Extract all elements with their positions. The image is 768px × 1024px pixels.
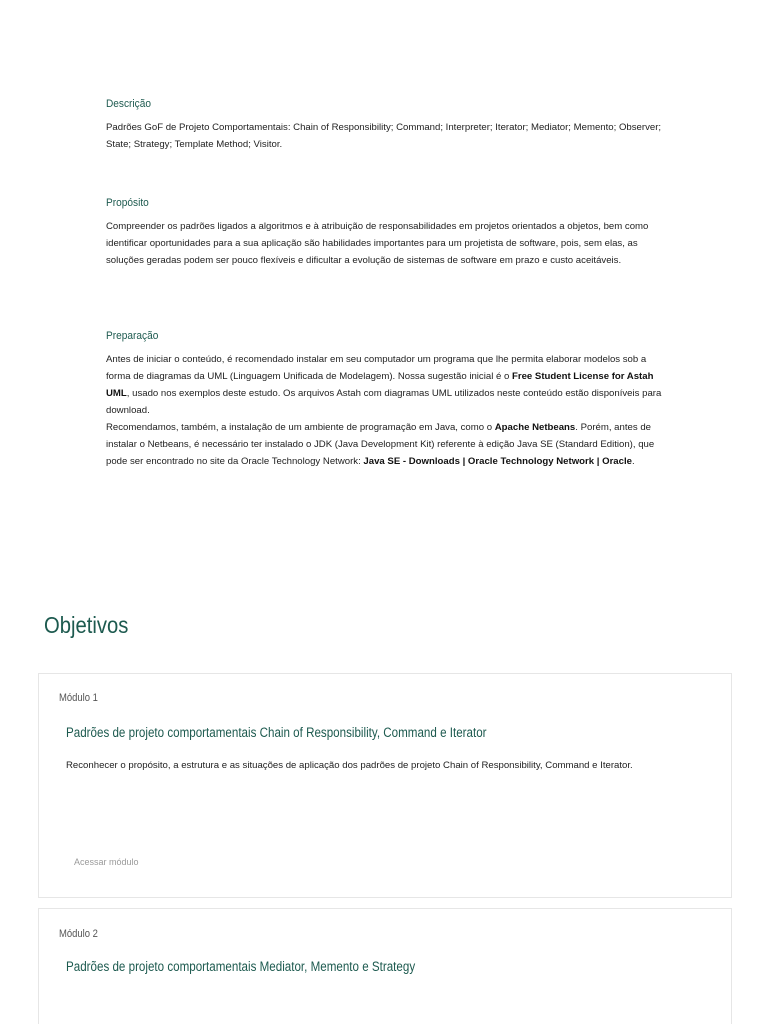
module-card-2: [38, 908, 732, 1024]
acessar-modulo-link[interactable]: Acessar módulo: [74, 857, 139, 867]
preparacao-text: [106, 351, 666, 470]
preparacao-p2-text-b: . Porém, antes de instalar o Netbeans, é necessário ter instalado o JDK (Java Development Kit) referente à edição Java SE (Standard Edition), que pode ser encontrado no site da Oracle Technology Network:: [106, 422, 655, 467]
module-card-1: [38, 673, 732, 898]
java-se-downloads-link[interactable]: Java SE - Downloads | Oracle Technology Network | Oracle: [363, 456, 632, 467]
preparacao-p2-text-a: Recomendamos, também, a instalação de um ambiente de programação em Java, como o: [106, 422, 495, 433]
module-description: Reconhecer o propósito, a estrutura e as situações de aplicação dos padrões de projeto Chain of Responsibility, Command e Iterator.: [66, 760, 633, 771]
module-title: Padrões de projeto comportamentais Mediator, Memento e Strategy: [66, 959, 416, 974]
module-label: Módulo 1: [59, 692, 98, 704]
preparacao-p1-text-b: , usado nos exemplos deste estudo. Os arquivos Astah com diagramas UML utilizados neste conteúdo estão disponíveis para download.: [106, 388, 662, 416]
preparacao-p1-text-a: Antes de iniciar o conteúdo, é recomendado instalar em seu computador um programa que lhe permita elaborar modelos sob a forma de diagramas da UML (Linguagem Unificada de Modelagem). Nossa sugestão inicial é o: [106, 354, 647, 382]
apache-netbeans-link[interactable]: Apache Netbeans: [494, 422, 576, 433]
preparacao-paragraph-2: [106, 419, 666, 470]
preparacao-title: Preparação: [106, 330, 159, 342]
preparacao-paragraph-1: [106, 351, 666, 419]
objetivos-heading: Objetivos: [44, 612, 129, 638]
proposito-text: Compreender os padrões ligados a algoritmos e à atribuição de responsabilidades em projetos orientados a objetos, bem como identificar oportunidades para a sua aplicação são habilidades importantes para um projetista de software, pois, sem elas, as soluções geradas podem ser pouco flexíveis e dificultar a evolução de sistemas de software em prazo e custo aceitáveis.: [106, 221, 649, 266]
preparacao-p2-text-c: .: [631, 456, 635, 467]
preparacao-section: [106, 330, 666, 470]
descricao-title: Descrição: [106, 98, 151, 110]
descricao-text: Padrões GoF de Projeto Comportamentais: Chain of Responsibility; Command; Interpreter; Iterator; Mediator; Memento; Observer; State; Strategy; Template Method; Visitor.: [106, 122, 662, 150]
module-title: Padrões de projeto comportamentais Chain of Responsibility, Command e Iterator: [66, 725, 487, 740]
proposito-title: Propósito: [106, 197, 149, 209]
astah-license-link[interactable]: Free Student License for Astah UML: [106, 371, 654, 399]
proposito-section: [106, 197, 666, 269]
descricao-section: [106, 98, 666, 153]
module-label: Módulo 2: [59, 928, 98, 940]
